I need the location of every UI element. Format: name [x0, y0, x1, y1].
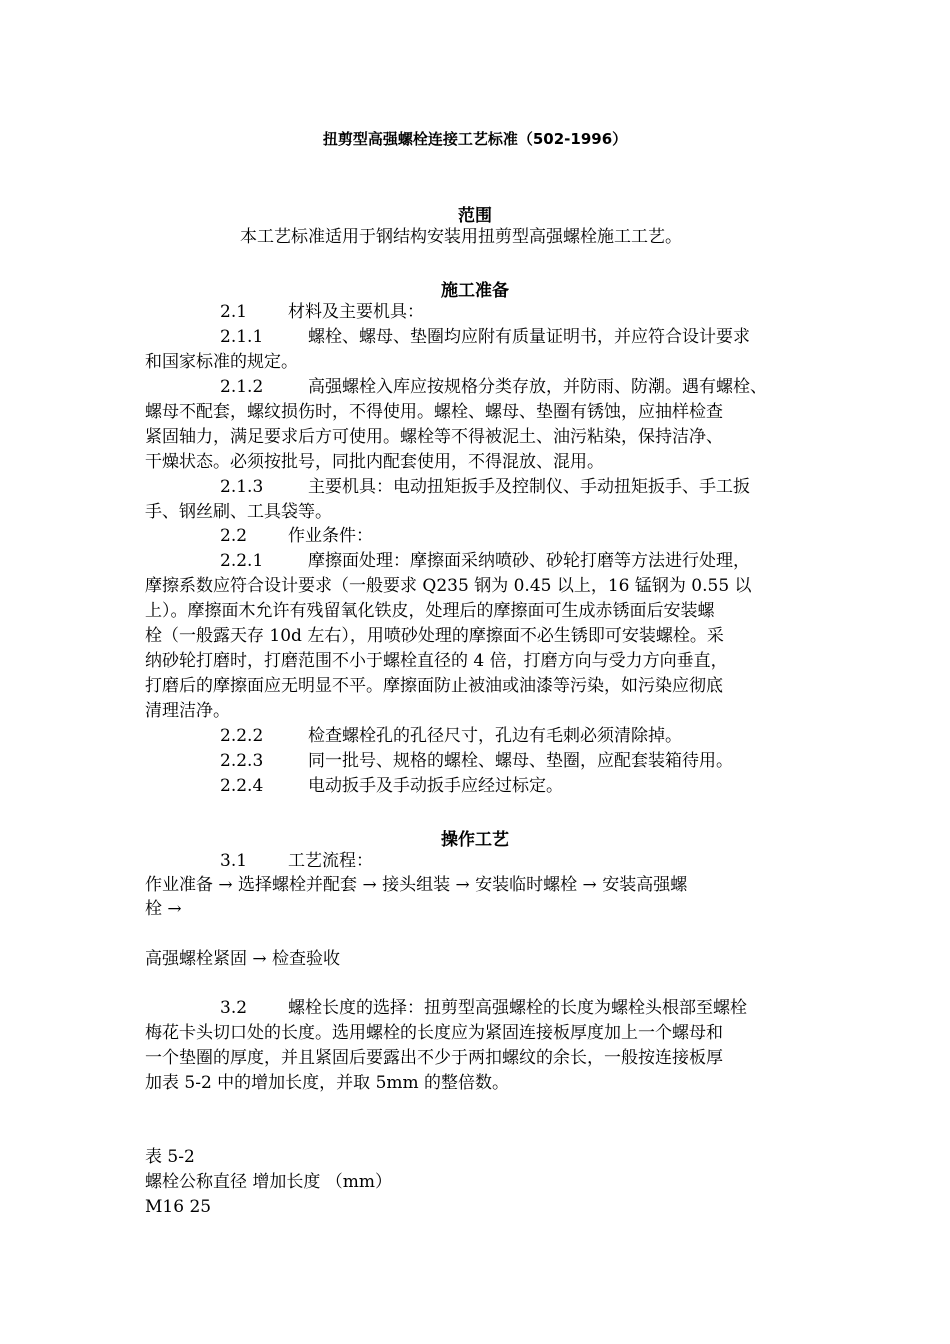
- text-line: 上）。摩擦面木允许有残留氧化铁皮，处理后的摩擦面可生成赤锈面后安装螺: [145, 601, 715, 621]
- paragraph-2-1: [220, 300, 424, 325]
- paragraph-text: 螺栓长度的选择：扭剪型高强螺栓的长度为螺栓头根部至螺栓: [288, 998, 747, 1018]
- paragraph-2-2-4: [220, 774, 563, 799]
- paragraph-2-2: [220, 524, 373, 549]
- paragraph-text: 摩擦面处理：摩擦面采纳喷砂、砂轮打磨等方法进行处理，: [308, 551, 750, 571]
- paragraph-number: 2.1.2: [220, 377, 264, 397]
- document-title: 扭剪型高强螺栓连接工艺标准（502-1996）: [322, 130, 628, 148]
- paragraph-text: 作业条件：: [288, 526, 373, 546]
- paragraph-2-2-2: [220, 724, 682, 749]
- paragraph-number: 2.2.1: [220, 551, 264, 571]
- text-line: 加表 5-2 中的增加长度，并取 5mm 的整倍数。: [145, 1073, 510, 1093]
- paragraph-text: 检查螺栓孔的孔径尺寸，孔边有毛刺必须清除掉。: [308, 726, 682, 746]
- scope-text: 本工艺标准适用于钢结构安装用扭剪型高强螺栓施工工艺。: [240, 227, 682, 247]
- table-header: 螺栓公称直径 增加长度 （mm）: [145, 1172, 393, 1192]
- section-heading-operation: 操作工艺: [441, 830, 509, 850]
- paragraph-number: 2.2.2: [220, 726, 264, 746]
- process-flow-line: 栓 →: [145, 899, 182, 919]
- table-caption: 表 5-2: [145, 1147, 195, 1167]
- text-line: 摩擦系数应符合设计要求（一般要求 Q235 钢为 0.45 以上，16 锰钢为 0.55 以: [145, 576, 752, 596]
- paragraph-number: 3.2: [220, 998, 248, 1018]
- paragraph-text: 主要机具：电动扭矩扳手及控制仪、手动扭矩扳手、手工扳: [308, 477, 750, 497]
- text-line: 螺母不配套，螺纹损伤时，不得使用。螺栓、螺母、垫圈有锈蚀，应抽样检查: [145, 402, 723, 422]
- paragraph-number: 3.1: [220, 851, 248, 871]
- paragraph-number: 2.1.1: [220, 327, 264, 347]
- paragraph-text: 工艺流程：: [288, 851, 373, 871]
- paragraph-number: 2.2.3: [220, 751, 264, 771]
- paragraph-number: 2.1.3: [220, 477, 264, 497]
- text-line: 干燥状态。必须按批号，同批内配套使用，不得混放、混用。: [145, 452, 604, 472]
- process-flow-line: 作业准备 → 选择螺栓并配套 → 接头组装 → 安装临时螺栓 → 安装高强螺: [145, 875, 688, 895]
- paragraph-3-2: [220, 996, 747, 1021]
- paragraph-2-1-2: [220, 375, 767, 400]
- paragraph-number: 2.2: [220, 526, 248, 546]
- paragraph-text: 螺栓、螺母、垫圈均应附有质量证明书，并应符合设计要求: [308, 327, 750, 347]
- paragraph-text: 材料及主要机具：: [288, 302, 424, 322]
- paragraph-number: 2.1: [220, 302, 248, 322]
- paragraph-text: 电动扳手及手动扳手应经过标定。: [308, 776, 563, 796]
- text-line: 手、钢丝刷、工具袋等。: [145, 502, 332, 522]
- text-line: 紧固轴力，满足要求后方可使用。螺栓等不得被泥土、油污粘染，保持洁净、: [145, 427, 723, 447]
- paragraph-number: 2.2.4: [220, 776, 264, 796]
- paragraph-3-1: [220, 849, 373, 874]
- section-heading-preparation: 施工准备: [441, 281, 509, 301]
- paragraph-2-2-1: [220, 549, 750, 574]
- section-heading-scope: 范围: [458, 206, 492, 226]
- table-row: M16 25: [145, 1197, 212, 1217]
- text-line: 纳砂轮打磨时，打磨范围不小于螺栓直径的 4 倍，打磨方向与受力方向垂直，: [145, 651, 728, 671]
- text-line: 打磨后的摩擦面应无明显不平。摩擦面防止被油或油漆等污染，如污染应彻底: [145, 676, 723, 696]
- paragraph-2-1-3: [220, 475, 750, 500]
- text-line: 清理洁净。: [145, 701, 230, 721]
- process-flow-line: 高强螺栓紧固 → 检查验收: [145, 949, 341, 969]
- text-line: 栓（一般露天存 10d 左右），用喷砂处理的摩擦面不必生锈即可安装螺栓。采: [145, 626, 724, 646]
- paragraph-2-2-3: [220, 749, 733, 774]
- paragraph-text: 同一批号、规格的螺栓、螺母、垫圈，应配套装箱待用。: [308, 751, 733, 771]
- text-line: 和国家标准的规定。: [145, 352, 298, 372]
- paragraph-text: 高强螺栓入库应按规格分类存放，并防雨、防潮。遇有螺栓、: [308, 377, 767, 397]
- text-line: 一个垫圈的厚度，并且紧固后要露出不少于两扣螺纹的余长，一般按连接板厚: [145, 1048, 723, 1068]
- paragraph-2-1-1: [220, 325, 750, 350]
- text-line: 梅花卡头切口处的长度。选用螺栓的长度应为紧固连接板厚度加上一个螺母和: [145, 1023, 723, 1043]
